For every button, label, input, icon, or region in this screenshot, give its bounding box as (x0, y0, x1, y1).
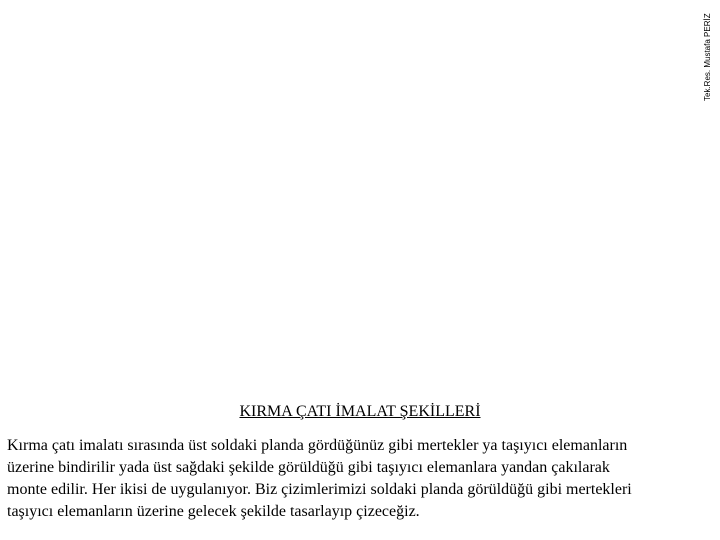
body-paragraph (7, 435, 717, 523)
body-line: taşıyıcı elemanların üzerine gelecek şekilde tasarlayıp çizeceğiz. (7, 503, 420, 520)
page-title: KIRMA ÇATI İMALAT ŞEKİLLERİ (239, 403, 481, 420)
body-line: üzerine bindirilir yada üst sağdaki şekilde görüldüğü gibi taşıyıcı elemanlara yandan çakılarak (7, 459, 610, 476)
author-credit: Tek.Res. Mustafa PERİZ (703, 13, 712, 101)
body-line: Kırma çatı imalatı sırasında üst soldaki planda gördüğünüz gibi mertekler ya taşıyıcı elemanların (7, 437, 628, 454)
body-line: monte edilir. Her ikisi de uygulanıyor. Biz çizimlerimizi soldaki planda görüldüğü gibi mertekleri (7, 481, 632, 498)
